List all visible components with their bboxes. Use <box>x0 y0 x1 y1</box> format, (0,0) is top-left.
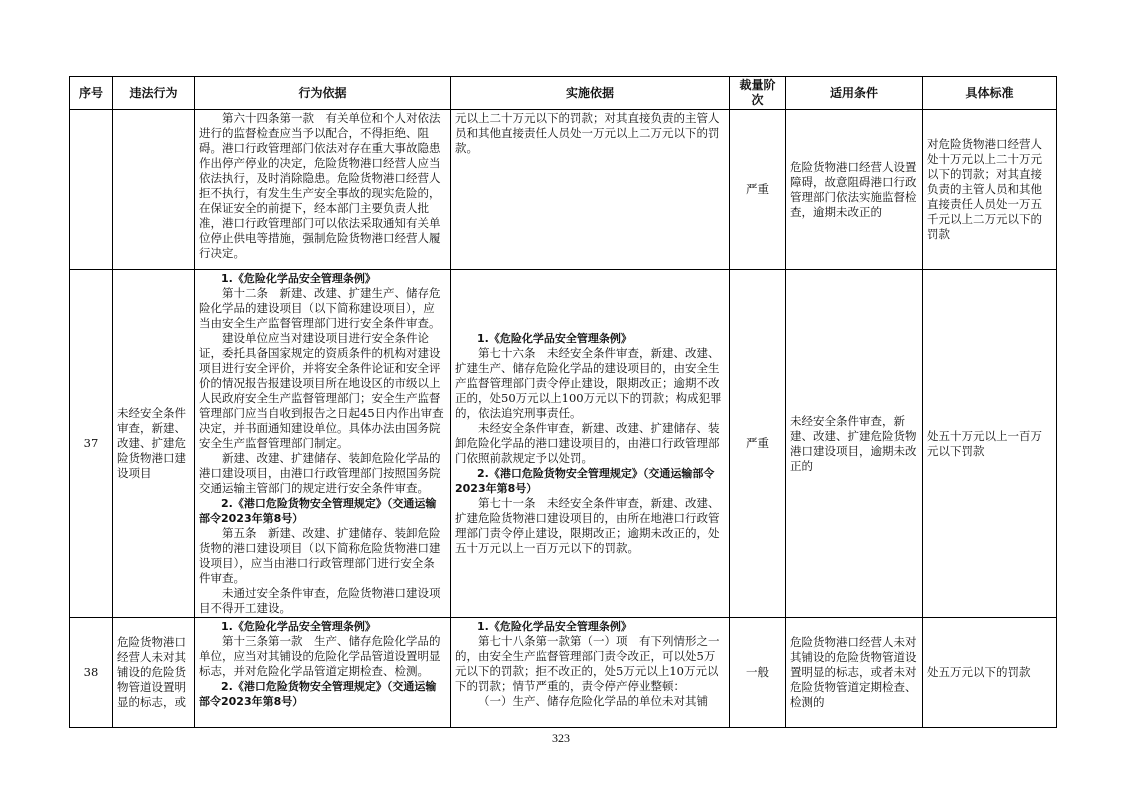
header-row <box>70 77 1057 110</box>
basis-law-title: 1.《危险化学品安全管理条例》 <box>221 272 376 285</box>
level-cell: 严重 <box>730 270 786 618</box>
basis-paragraph: 第十二条 新建、改建、扩建生产、储存危险化学品的建设项目（以下简称建设项目），应当由安全生产监督管理部门进行安全条件审查。 <box>199 286 441 330</box>
basis-cell <box>195 618 451 728</box>
row-violation-cell: 未经安全条件审查，新建、改建、扩建危险货物港口建设项目 <box>113 270 195 618</box>
header-standard: 具体标准 <box>923 77 1057 110</box>
impl-cell <box>451 110 730 270</box>
header-impl: 实施依据 <box>451 77 730 110</box>
basis-paragraph: 第五条 新建、改建、扩建储存、装卸危险货物的港口建设项目（以下简称危险货物港口建设项目），应当由港口行政管理部门进行安全条件审查。 <box>199 526 441 585</box>
impl-paragraph: 第七十一条 未经安全条件审查，新建、改建、扩建危险货物港口建设项目的，由所在地港口行政管理部门责令停止建设，限期改正；逾期未改正的，处五十万元以上一百万元以下的罚款。 <box>455 496 720 555</box>
level-cell: 一般 <box>730 618 786 728</box>
condition-cell: 未经安全条件审查，新建、改建、扩建危险货物港口建设项目，逾期未改正的 <box>786 270 923 618</box>
row-violation-cell: 危险货物港口经营人未对其铺设的危险货物管道设置明显的标志，或 <box>113 618 195 728</box>
row-violation-cell <box>113 110 195 270</box>
impl-law-title: 1.《危险化学品安全管理条例》 <box>477 620 632 633</box>
basis-cell <box>195 110 451 270</box>
basis-law-title: 2.《港口危险货物安全管理规定》（交通运输部令2023年第8号） <box>199 497 437 525</box>
basis-text: 第六十四条第一款 有关单位和个人对依法进行的监督检查应当予以配合，不得拒绝、阻碍。港口行政管理部门依法对存在重大事故隐患作出停产停业的决定，危险货物港口经营人应当依法执行，及时消除隐患。危险货物港口经营人拒不执行，有发生生产安全事故的现实危险的，在保证安全的前提下，经本部门主要负责人批准，港口行政管理部门可以依法采取通知有关单位停止供电等措施，强制危险货物港口经营人履行决定。 <box>199 111 441 260</box>
impl-paragraph: 未经安全条件审查，新建、改建、扩建储存、装卸危险化学品的港口建设项目的，由港口行政管理部门依照前款规定予以处罚。 <box>455 421 720 465</box>
regulation-table <box>69 76 1057 728</box>
impl-law-title: 2.《港口危险货物安全管理规定》（交通运输部令2023年第8号） <box>455 467 715 495</box>
basis-paragraph: 建设单位应当对建设项目进行安全条件论证，委托具备国家规定的资质条件的机构对建设项目进行安全评价，并将安全条件论证和安全评价的情况报告报建设项目所在地设区的市级以上人民政府安全生产监督管理部门；安全生产监督管理部门应当自收到报告之日起45日内作出审查决定，并书面通知建设单位。具体办法由国务院安全生产监督管理部门制定。 <box>199 331 444 450</box>
header-basis: 行为依据 <box>195 77 451 110</box>
header-no: 序号 <box>70 77 113 110</box>
standard-cell: 对危险货物港口经营人处十万元以上二十万元以下的罚款；对其直接负责的主管人员和其他直接责任人员处一万五千元以上二万元以下的罚款 <box>923 110 1057 270</box>
row-no-cell: 37 <box>70 270 113 618</box>
header-violation: 违法行为 <box>113 77 195 110</box>
impl-text: 元以上二十万元以下的罚款；对其直接负责的主管人员和其他直接责任人员处一万元以上二万元以下的罚款。 <box>455 111 720 155</box>
basis-cell <box>195 270 451 618</box>
impl-cell <box>451 618 730 728</box>
standard-cell: 处五十万元以上一百万元以下罚款 <box>923 270 1057 618</box>
basis-law-title: 2.《港口危险货物安全管理规定》（交通运输部令2023年第8号） <box>199 680 437 708</box>
row-no-cell: 38 <box>70 618 113 728</box>
impl-paragraph: 第七十六条 未经安全条件审查，新建、改建、扩建生产、储存危险化学品的建设项目的，由安全生产监督管理部门责令停止建设，限期改正；逾期不改正的，处50万元以上100万元以下的罚款；构成犯罪的，依法追究刑事责任。 <box>455 346 722 420</box>
level-cell: 严重 <box>730 110 786 270</box>
header-level: 裁量阶次 <box>730 77 786 110</box>
header-condition: 适用条件 <box>786 77 923 110</box>
page-number: 323 <box>552 731 570 745</box>
impl-paragraph: （一）生产、储存危险化学品的单位未对其铺 <box>478 694 708 708</box>
basis-law-title: 1.《危险化学品安全管理条例》 <box>221 620 376 633</box>
condition-cell: 危险货物港口经营人设置障碍，故意阻碍港口行政管理部门依法实施监督检查，逾期未改正的 <box>786 110 923 270</box>
table-row <box>70 618 1057 728</box>
row-no-cell <box>70 110 113 270</box>
condition-cell: 危险货物港口经营人未对其铺设的危险货物管道设置明显的标志，或者未对危险货物管道定期检查、检测的 <box>786 618 923 728</box>
impl-cell <box>451 270 730 618</box>
basis-paragraph: 未通过安全条件审查，危险货物港口建设项目不得开工建设。 <box>199 586 441 615</box>
table-row <box>70 270 1057 618</box>
standard-cell: 处五万元以下的罚款 <box>923 618 1057 728</box>
impl-paragraph: 第七十八条第一款第（一）项 有下列情形之一的，由安全生产监督管理部门责令改正，可以处5万元以下的罚款；拒不改正的，处5万元以上10万元以下的罚款；情节严重的，责令停产停业整顿： <box>455 634 720 693</box>
basis-paragraph: 第十三条第一款 生产、储存危险化学品的单位，应当对其铺设的危险化学品管道设置明显标志，并对危险化学品管道定期检查、检测。 <box>199 634 441 678</box>
table-row <box>70 110 1057 270</box>
impl-law-title: 1.《危险化学品安全管理条例》 <box>477 332 632 345</box>
basis-paragraph: 新建、改建、扩建储存、装卸危险化学品的港口建设项目，由港口行政管理部门按照国务院交通运输主管部门的规定进行安全条件审查。 <box>199 451 441 495</box>
